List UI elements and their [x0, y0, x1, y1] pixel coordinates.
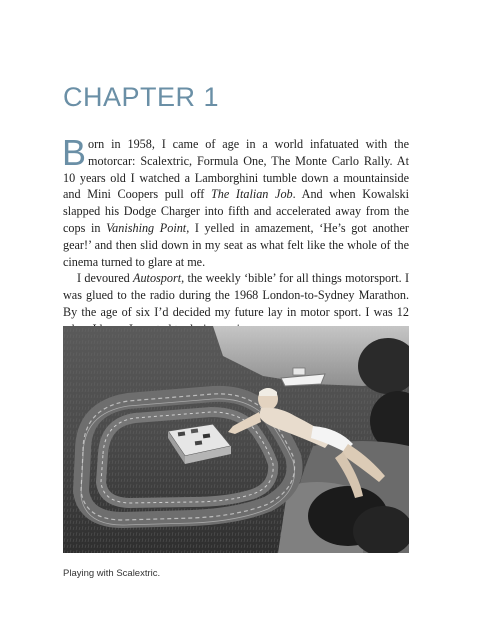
- drop-cap: B: [62, 132, 87, 173]
- paragraph-2-text-b: , the weekly ‘bible’ for all things motorsport. I was glued to the radio during the 1968 London-to-Sydney Marathon. By the age of six I’d decided my future lay in motor sport. I was 12: [63, 271, 409, 319]
- film-title-vanishing-point: Vanishing Point: [106, 220, 187, 235]
- film-title-italian-job: The Italian Job: [211, 187, 293, 202]
- paragraph-2-text-a: I devoured: [77, 271, 134, 286]
- photo-illustration: [63, 326, 409, 553]
- photo-caption: Playing with Scalextric.: [63, 568, 161, 579]
- magazine-title-autosport: Autosport: [133, 271, 182, 286]
- chapter-title: CHAPTER 1: [63, 82, 220, 112]
- paragraph-1-text-a: orn in 1958, I came of age in a world infatuated with the motorcar: Scalextric, Formula One, The Monte Carlo Rally. At 10 years old I watched a Lamborghini tumble down a mountainside and Mini Coopers pull off: [63, 137, 409, 202]
- paragraph-1: [62, 132, 409, 270]
- paragraph-1-text-c: , I yelled in amazement, ‘He’s got another gear!’ and then slid down in my seat as what felt like the whole of the cinema turned to glare at me.: [63, 220, 409, 269]
- scalextric-photo: [63, 326, 409, 553]
- paragraph-1-text-b: . And when Kowalski slapped his Dodge Charger into fifth and accelerated away from the cops in: [63, 187, 409, 235]
- chapter-body: [62, 132, 409, 338]
